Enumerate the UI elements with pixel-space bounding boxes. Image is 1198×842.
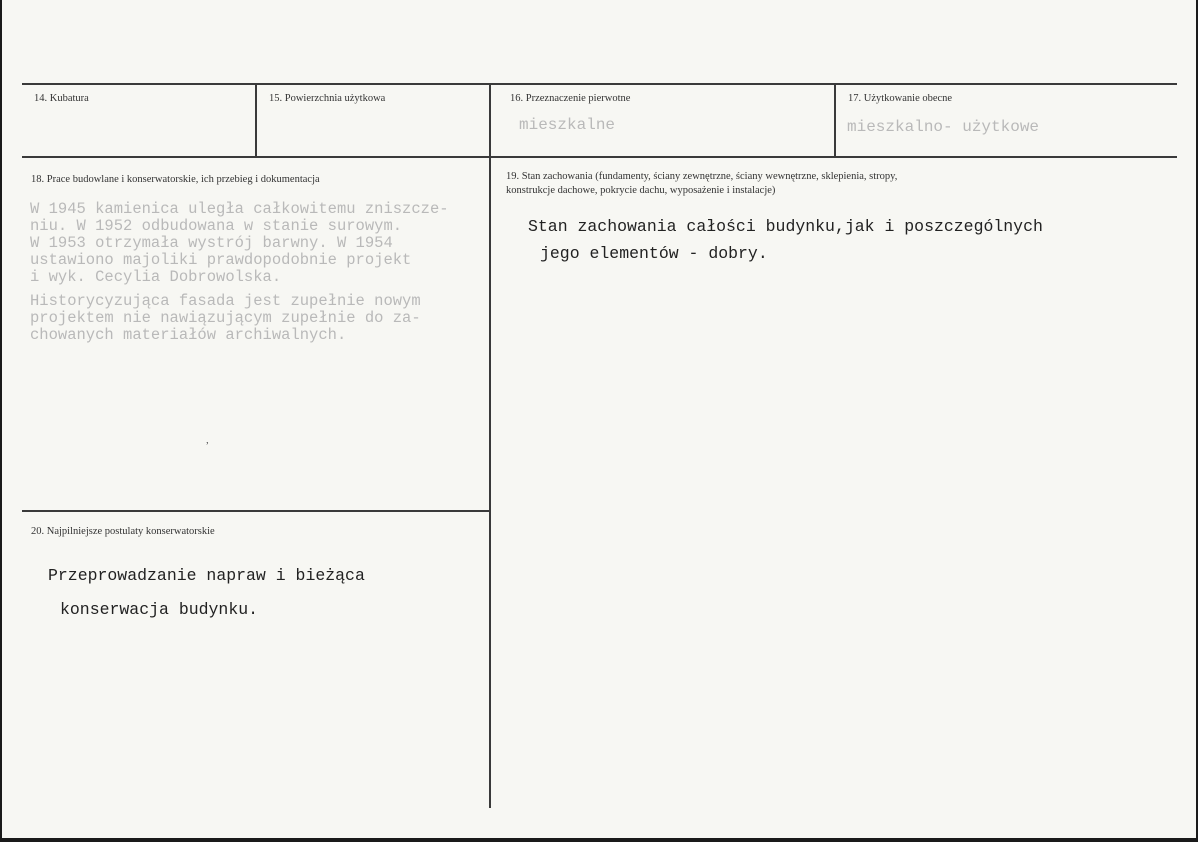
col-divider-main bbox=[489, 83, 491, 808]
field-18-line: ustawiono majoliki prawdopodobnie projekt bbox=[30, 251, 412, 269]
field-19-line-2: jego elementów - dobry. bbox=[540, 244, 768, 263]
field-19-label-line-1: 19. Stan zachowania (fundamenty, ściany zewnętrzne, ściany wewnętrzne, sklepienia, stropy, bbox=[506, 171, 898, 182]
field-20-line-1: Przeprowadzanie napraw i bieżąca bbox=[48, 566, 365, 585]
field-18-line: chowanych materiałów archiwalnych. bbox=[30, 326, 347, 344]
section-20-divider bbox=[22, 510, 490, 512]
field-20-line-2: konserwacja budynku. bbox=[60, 600, 259, 619]
field-20-label: 20. Najpilniejsze postulaty konserwatorskie bbox=[31, 526, 215, 537]
col-divider-1 bbox=[255, 83, 257, 158]
field-18-line: projektem nie nawiązującym zupełnie do za- bbox=[30, 309, 421, 327]
field-14-label: 14. Kubatura bbox=[34, 93, 89, 104]
field-17-label: 17. Użytkowanie obecne bbox=[848, 93, 953, 104]
field-18-line: Historycyzująca fasada jest zupełnie nowym bbox=[30, 292, 421, 310]
field-18-line: niu. W 1952 odbudowana w stanie surowym. bbox=[30, 217, 403, 235]
field-19-label-line-2: konstrukcje dachowe, pokrycie dachu, wyposażenie i instalacje) bbox=[506, 185, 776, 196]
field-16-value: mieszkalne bbox=[519, 116, 616, 134]
field-19-line-1: Stan zachowania całości budynku,jak i poszczególnych bbox=[528, 217, 1043, 236]
top-rule bbox=[22, 83, 1177, 85]
field-18-line: W 1953 otrzymała wystrój barwny. W 1954 bbox=[30, 234, 393, 252]
stray-mark: , bbox=[206, 434, 209, 446]
record-card-sheet bbox=[2, 0, 1196, 838]
field-18-line: W 1945 kamienica uległa całkowitemu zniszcze- bbox=[30, 200, 449, 218]
field-16-label: 16. Przeznaczenie pierwotne bbox=[510, 93, 631, 104]
field-17-value: mieszkalno- użytkowe bbox=[847, 118, 1040, 136]
row-divider bbox=[22, 156, 1177, 158]
field-18-label: 18. Prace budowlane i konserwatorskie, ich przebieg i dokumentacja bbox=[31, 174, 320, 185]
field-15-label: 15. Powierzchnia użytkowa bbox=[269, 93, 386, 104]
field-18-line: i wyk. Cecylia Dobrowolska. bbox=[30, 268, 282, 286]
col-divider-3 bbox=[834, 83, 836, 158]
